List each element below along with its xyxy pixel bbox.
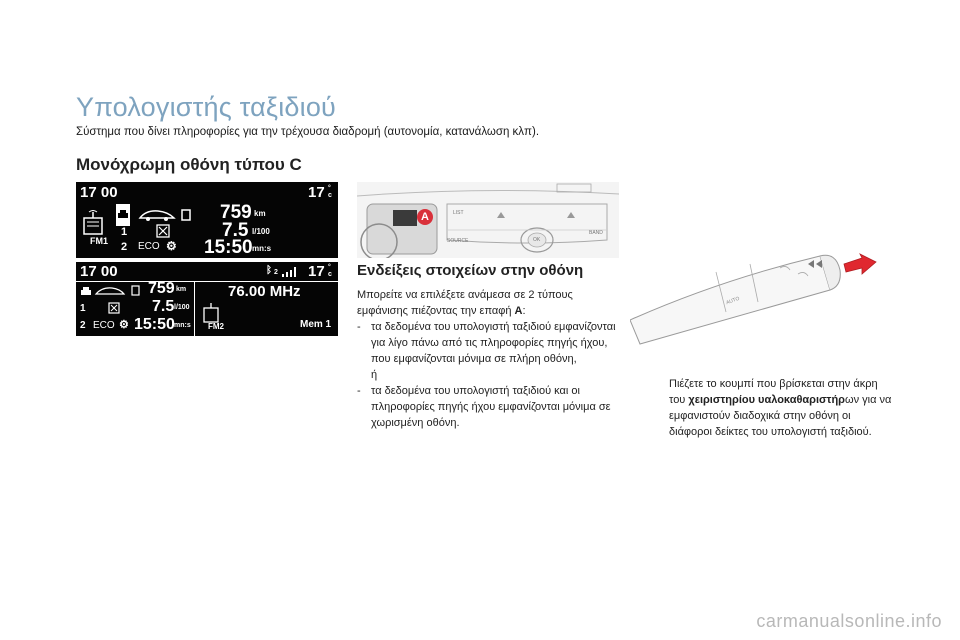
display1-radio: FM1 — [90, 236, 108, 246]
display1-temp-unit: ° c — [328, 185, 332, 199]
info-bullet-1: - τα δεδομένα του υπολογιστή ταξιδιού εμφανίζονται για λίγο πάνω από τις πληροφορίες πηγής ήχου, που εμφανίζονται μόνιμα σε πλήρη οθόνη, — [357, 321, 616, 365]
display2-value2: 7.5 — [152, 298, 175, 315]
car-icon — [116, 208, 130, 222]
page-title: Υπολογιστής ταξιδιού — [76, 92, 337, 122]
dashboard-drawing — [357, 182, 619, 258]
bluetooth-icon: ᛒ — [266, 265, 272, 276]
display2-signal: 2 — [274, 269, 278, 276]
stalk-drawing — [630, 240, 880, 350]
display2-temp-unit: ° c — [328, 264, 332, 278]
display1-eco: ECO — [138, 241, 160, 252]
wiper-stalk-illustration — [630, 240, 880, 350]
watermark: carmanualsonline.info — [756, 611, 942, 631]
display1-time: 17 00 — [80, 184, 118, 201]
display2-row1: 1 — [80, 303, 86, 314]
display2-row2: 2 — [80, 320, 86, 331]
display1-unit2: l/100 — [252, 227, 270, 236]
stalk-label-auto: AUTO — [725, 295, 741, 307]
range-car-icon — [94, 284, 144, 298]
display1-row2: 2 — [121, 241, 128, 253]
display2-unit3: mn:s — [174, 322, 191, 329]
display2-memory: Mem 1 — [300, 319, 332, 330]
display1-value3: 15:50 — [204, 237, 253, 258]
display2-eco: ECO — [93, 320, 115, 331]
display2-unit1: km — [176, 286, 187, 293]
clock-icon: ⚙ — [166, 239, 177, 253]
dashboard-illustration — [357, 182, 619, 258]
display1-value1: 759 — [220, 202, 252, 223]
display-type-c-2 — [76, 262, 338, 336]
display2-value1: 759 — [148, 280, 175, 297]
info-bullet-2: - τα δεδομένα του υπολογιστή ταξιδιού και οι πληροφορίες πηγής ήχου εμφανίζονται μόνιμα σε χωρισμένη οθόνη. — [357, 385, 611, 429]
info-or: ή — [371, 369, 378, 381]
display2-temp: 17 — [308, 263, 325, 280]
display2-time: 17 00 — [80, 263, 118, 280]
divider — [194, 281, 195, 336]
info-heading: Ενδείξεις στοιχείων στην οθόνη — [357, 262, 584, 279]
display1-temp: 17 — [308, 184, 325, 201]
antenna-icon — [82, 210, 108, 236]
display2-frequency: 76.00 MHz — [228, 283, 301, 300]
consumption-icon — [156, 224, 170, 238]
display1-row1: 1 — [121, 226, 128, 238]
range-car-icon — [136, 206, 196, 224]
car-icon — [79, 285, 93, 297]
info-intro: Μπορείτε να επιλέξετε ανάμεσα σε 2 τύπους εμφάνισης πιέζοντας την επαφή A: — [357, 289, 573, 317]
signal-strength-icon — [282, 267, 296, 277]
display1-unit1: km — [254, 209, 266, 218]
trip-selector — [116, 204, 130, 226]
display2-value3: 15:50 — [134, 316, 175, 333]
display2-unit2: l/100 — [174, 304, 190, 311]
display2-radio: FM2 — [208, 322, 224, 331]
marker-a: A — [417, 209, 433, 225]
consumption-icon — [108, 302, 120, 314]
display-type-c-1 — [76, 182, 338, 258]
instruction-block: Πιέζετε το κουμπί που βρίσκεται στην άκρη του χειριστηρίου υαλοκαθαριστήρων για να εμφανιστούν διαδοχικά στην οθόνη οι διάφοροι δείκτες του υπολογιστή ταξιδιού. — [669, 378, 892, 438]
radio-station-icon — [82, 210, 108, 250]
dashboard-label-band: BAND — [589, 230, 603, 236]
divider — [76, 281, 338, 282]
info-body — [357, 287, 622, 431]
display1-unit3: mn:s — [252, 244, 272, 253]
display1-value2: 7.5 — [222, 220, 249, 241]
antenna-icon — [202, 302, 224, 324]
dashboard-label-list: LIST — [453, 210, 464, 216]
clock-icon: ⚙ — [119, 319, 129, 331]
section-title: Μονόχρωμη οθόνη τύπου C — [76, 155, 302, 174]
dashboard-label-ok: OK — [533, 237, 541, 243]
dashboard-label-source: SOURCE — [447, 238, 469, 244]
page-subtitle: Σύστημα που δίνει πληροφορίες για την τρέχουσα διαδρομή (αυτονομία, κατανάλωση κλπ). — [76, 126, 540, 138]
